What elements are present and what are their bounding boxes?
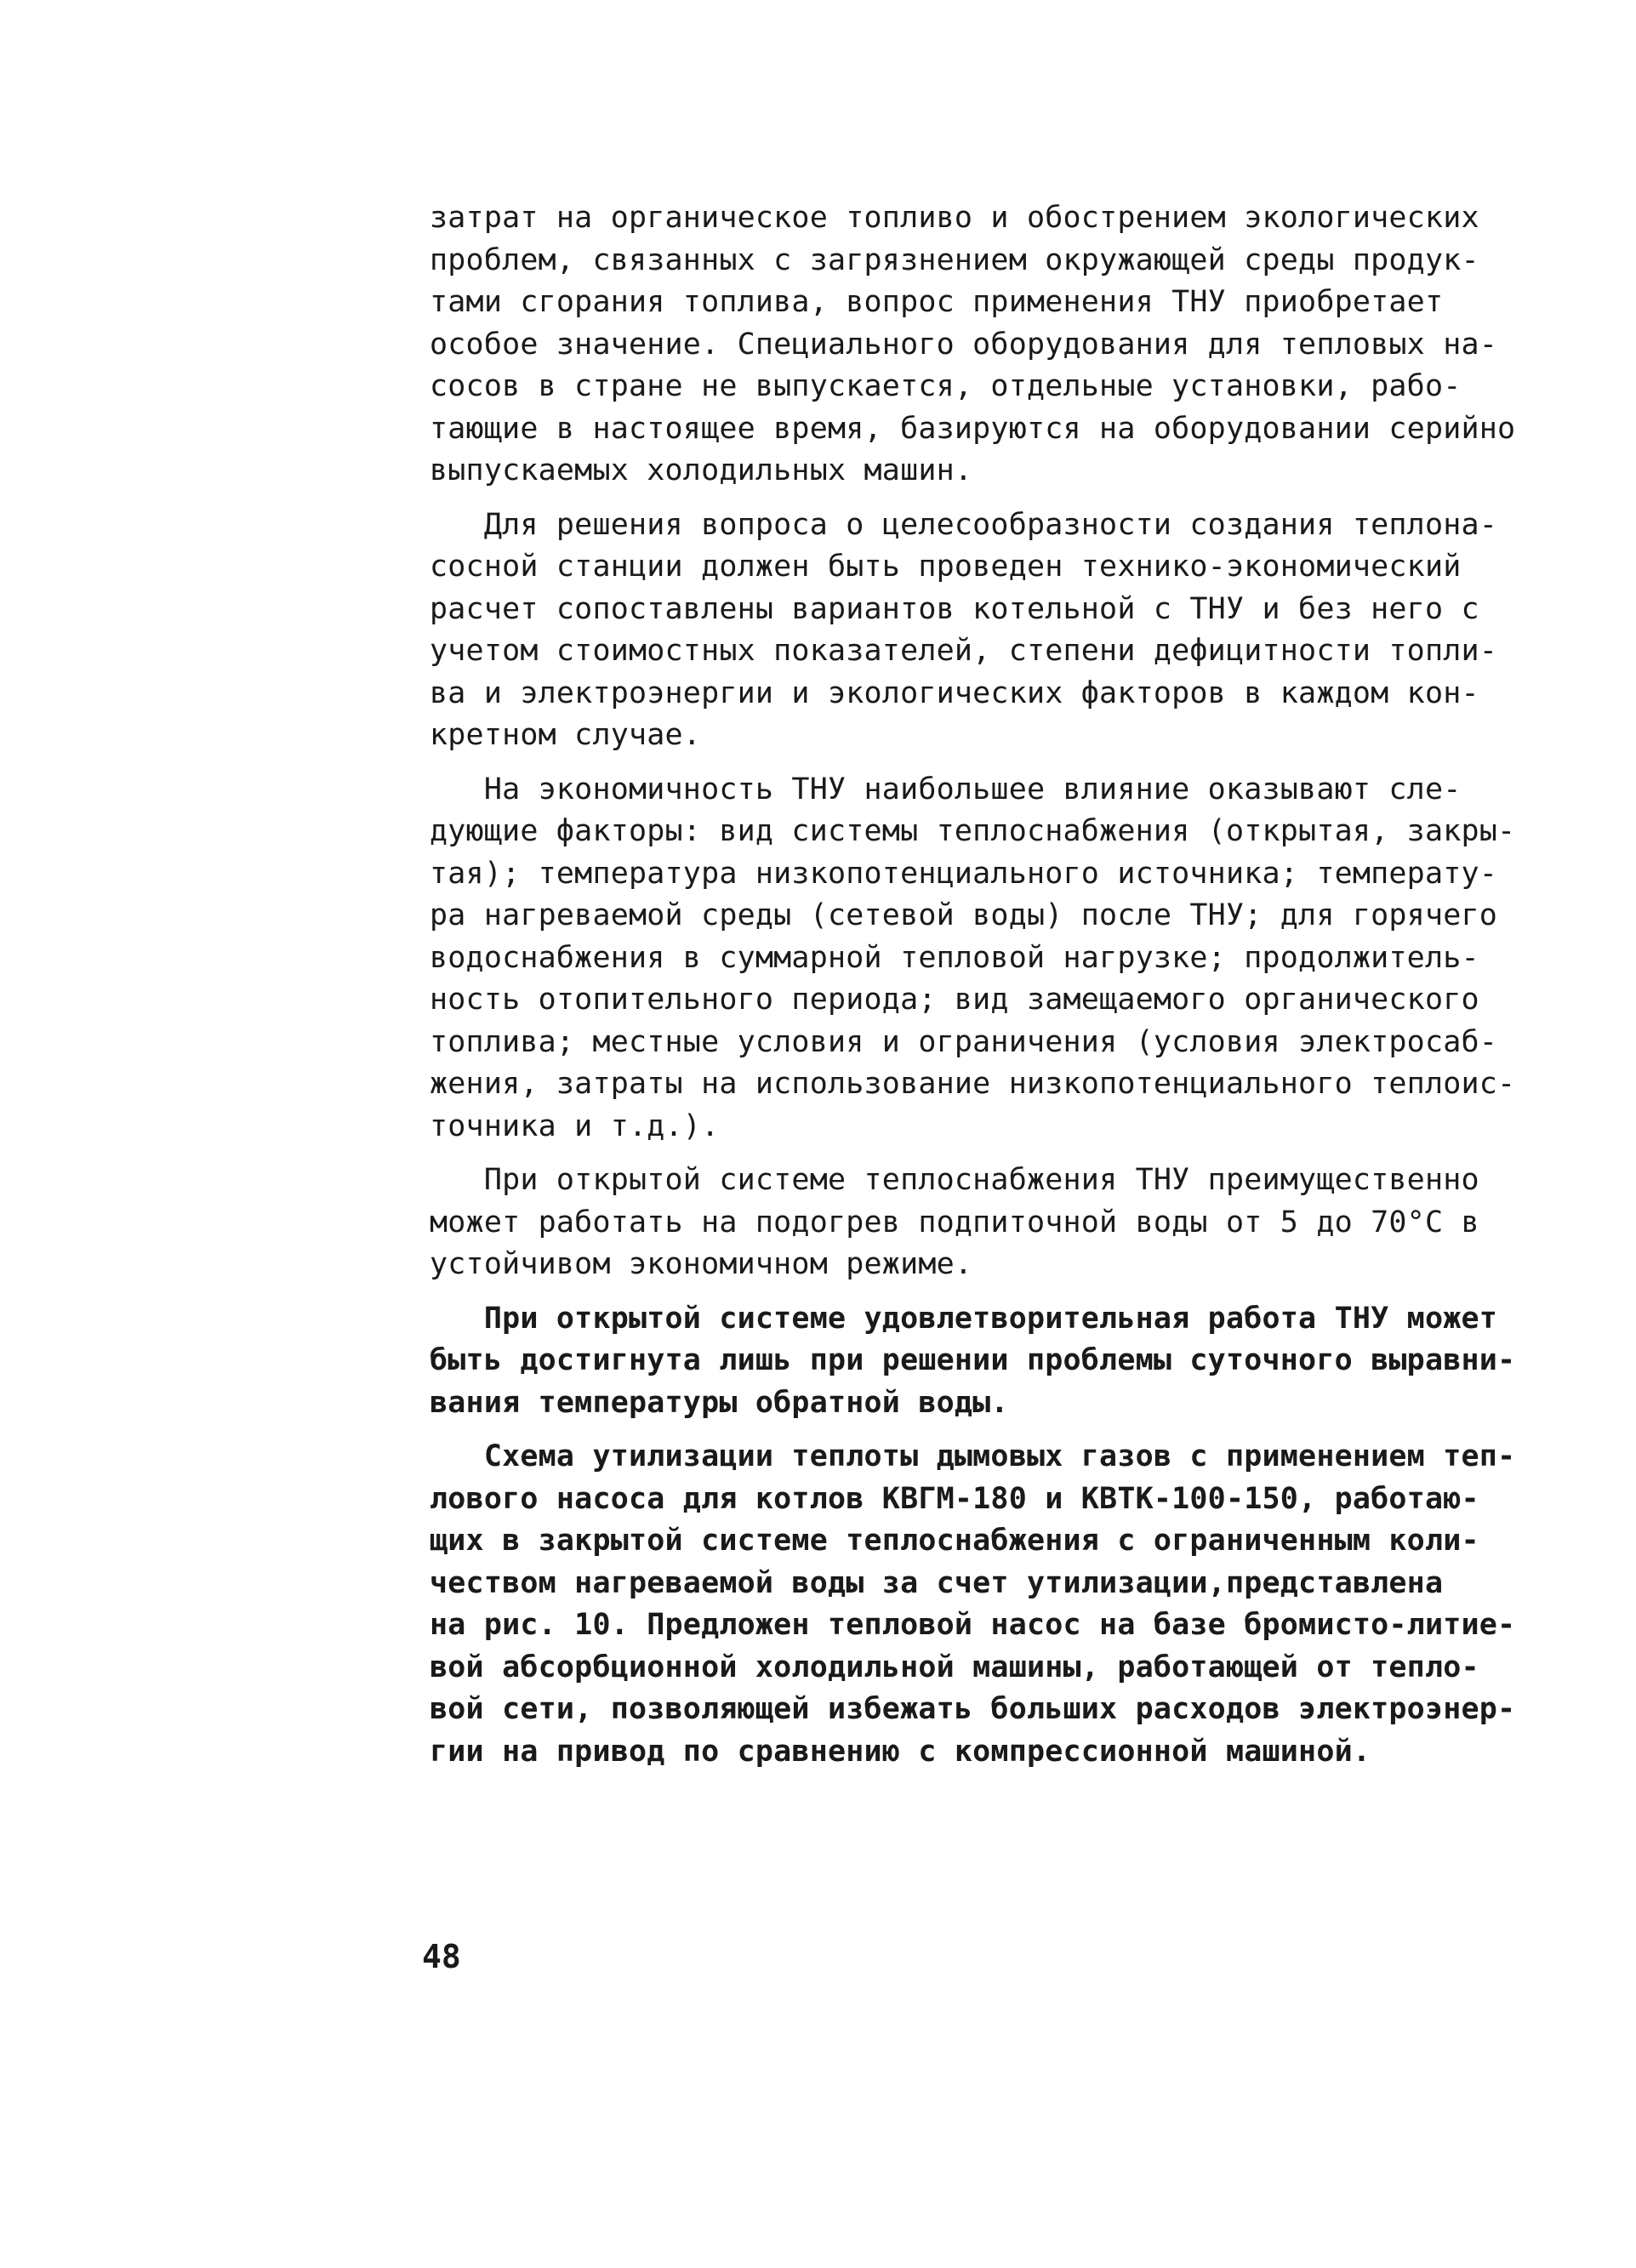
text-line: ность отопительного периода; вид замещаемого органического xyxy=(430,983,1479,1017)
text-line: учетом стоимостных показателей, степени дефицитности топли- xyxy=(430,634,1498,668)
text-line: сосов в стране не выпускается, отдельные установки, рабо- xyxy=(430,369,1462,403)
text-line: затрат на органическое топливо и обострением экологических xyxy=(430,201,1479,235)
text-line: щих в закрытой системе теплоснабжения с ограниченным коли- xyxy=(430,1524,1479,1558)
text-line: выпускаемых холодильных машин. xyxy=(430,453,973,487)
text-line: на рис. 10. Предложен тепловой насос на базе бромисто-литие- xyxy=(430,1608,1516,1642)
paragraph-gap xyxy=(430,1148,1527,1160)
text-line: Для решения вопроса о целесообразности создания теплона- xyxy=(430,507,1498,542)
text-line: На экономичность ТНУ наибольшее влияние оказывают сле- xyxy=(430,772,1462,806)
paragraph xyxy=(430,769,1527,1148)
text-line: Схема утилизации теплоты дымовых газов с применением теп- xyxy=(430,1439,1516,1473)
text-line: жения, затраты на использование низкопотенциального теплоис- xyxy=(430,1067,1516,1101)
text-line: проблем, связанных с загрязнением окружающей среды продук- xyxy=(430,242,1479,277)
paragraph xyxy=(430,504,1527,757)
text-line: точника и т.д.). xyxy=(430,1108,720,1143)
paragraph-gap xyxy=(430,493,1527,504)
paragraph xyxy=(430,1436,1527,1773)
text-line: При открытой системе удовлетворительная работа ТНУ может xyxy=(430,1301,1498,1336)
text-line: ва и электроэнергии и экологических факторов в каждом кон- xyxy=(430,675,1479,710)
text-line: вой абсорбционной холодильной машины, работающей от тепло- xyxy=(430,1650,1479,1684)
text-line: кретном случае. xyxy=(430,718,702,752)
page-number: 48 xyxy=(422,1938,461,1975)
paragraph-gap xyxy=(430,1424,1527,1436)
text-line: вания температуры обратной воды. xyxy=(430,1385,1009,1420)
text-line: гии на привод по сравнению с компрессионной машиной. xyxy=(430,1734,1371,1769)
paragraph xyxy=(430,1160,1527,1286)
text-line: тая); температура низкопотенциального источника; температу- xyxy=(430,856,1498,891)
text-line: тами сгорания топлива, вопрос применения ТНУ приобретает xyxy=(430,285,1444,319)
text-line: водоснабжения в суммарной тепловой нагрузке; продолжитель- xyxy=(430,940,1479,975)
paragraph-gap xyxy=(430,1286,1527,1298)
text-line: ра нагреваемой среды (сетевой воды) после ТНУ; для горячего xyxy=(430,898,1498,932)
text-line: устойчивом экономичном режиме. xyxy=(430,1247,973,1281)
paragraph xyxy=(430,197,1527,493)
body-text xyxy=(430,197,1527,1773)
paragraph-gap xyxy=(430,757,1527,769)
text-line: расчет сопоставлены вариантов котельной с ТНУ и без него с xyxy=(430,591,1479,626)
text-line: дующие факторы: вид системы теплоснабжения (открытая, закры- xyxy=(430,814,1516,848)
paragraph xyxy=(430,1298,1527,1425)
text-line: При открытой системе теплоснабжения ТНУ преимущественно xyxy=(430,1163,1479,1197)
text-line: особое значение. Специального оборудования для тепловых на- xyxy=(430,327,1498,362)
text-line: топлива; местные условия и ограничения (условия электросаб- xyxy=(430,1024,1498,1059)
text-line: вой сети, позволяющей избежать больших расходов электроэнер- xyxy=(430,1692,1516,1726)
text-line: чеством нагреваемой воды за счет утилизации,представлена xyxy=(430,1565,1444,1600)
text-line: может работать на подогрев подпиточной воды от 5 до 70°С в xyxy=(430,1205,1479,1239)
text-line: тающие в настоящее время, базируются на оборудовании серийно xyxy=(430,411,1516,446)
text-line: быть достигнута лишь при решении проблемы суточного выравни- xyxy=(430,1343,1516,1377)
text-line: сосной станции должен быть проведен технико-экономический xyxy=(430,550,1462,584)
text-line: лового насоса для котлов КВГМ-180 и КВТК-100-150, работаю- xyxy=(430,1481,1479,1516)
